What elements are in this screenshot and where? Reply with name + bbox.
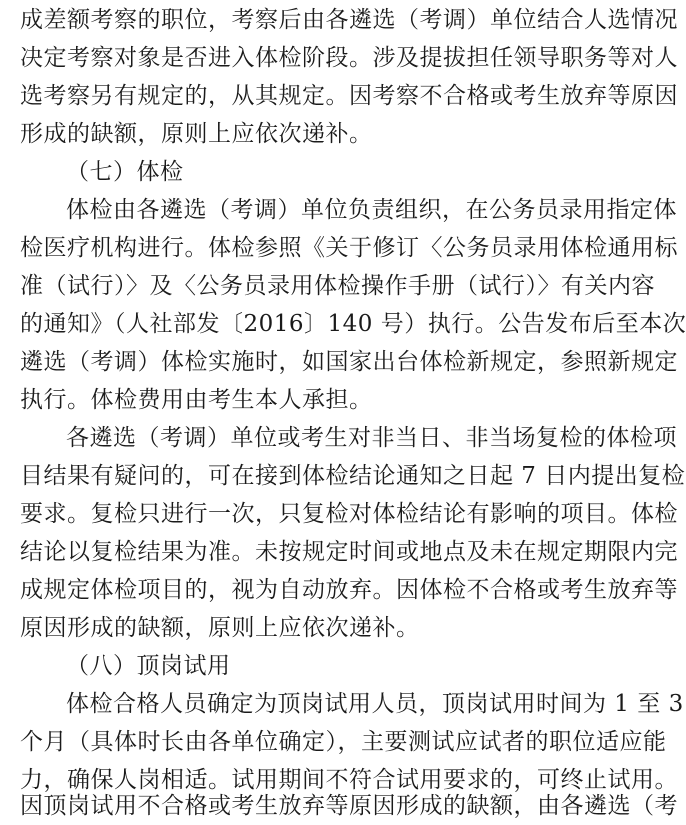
text-line: 因顶岗试用不合格或考生放弃等原因形成的缺额，由各遴选（考 bbox=[20, 793, 678, 819]
text-line: 目结果有疑问的，可在接到体检结论通知之日起 7 日内提出复检 bbox=[20, 463, 686, 489]
text-line: 各遴选（考调）单位或考生对非当日、非当场复检的体检项 bbox=[66, 425, 677, 451]
text-line: 形成的缺额，原则上应依次递补。 bbox=[20, 121, 373, 147]
text-line: 成规定体检项目的，视为自动放弃。因体检不合格或考生放弃等 bbox=[20, 577, 678, 603]
text-line: 体检合格人员确定为顶岗试用人员，顶岗试用时间为 1 至 3 bbox=[66, 691, 684, 717]
text-line: 成差额考察的职位，考察后由各遴选（考调）单位结合人选情况 bbox=[20, 7, 678, 33]
section-heading-physical-exam: （七）体检 bbox=[66, 159, 184, 185]
text-line: 准（试行）〉及〈公务员录用体检操作手册（试行）〉有关内容 bbox=[20, 273, 655, 299]
text-line: 力，确保人岗相适。试用期间不符合试用要求的，可终止试用。 bbox=[20, 767, 678, 793]
text-line: 选考察另有规定的，从其规定。因考察不合格或考生放弃等原因 bbox=[20, 83, 678, 109]
text-line: 体检由各遴选（考调）单位负责组织，在公务员录用指定体 bbox=[66, 197, 677, 223]
text-line: 的通知》（人社部发〔2016〕140 号）执行。公告发布后至本次 bbox=[20, 311, 686, 337]
text-line: 决定考察对象是否进入体检阶段。涉及提拔担任领导职务等对人 bbox=[20, 45, 678, 71]
text-line: 执行。体检费用由考生本人承担。 bbox=[20, 387, 373, 413]
text-line: 原因形成的缺额，原则上应依次递补。 bbox=[20, 615, 420, 641]
text-line: 要求。复检只进行一次，只复检对体检结论有影响的项目。体检 bbox=[20, 501, 678, 527]
text-line: 结论以复检结果为准。未按规定时间或地点及未在规定期限内完 bbox=[20, 539, 678, 565]
text-line: 遴选（考调）体检实施时，如国家出台体检新规定，参照新规定 bbox=[20, 349, 678, 375]
text-line: 个月（具体时长由各单位确定），主要测试应试者的职位适应能 bbox=[20, 729, 667, 755]
text-line: 检医疗机构进行。体检参照《关于修订〈公务员录用体检通用标 bbox=[20, 235, 678, 261]
section-heading-probation: （八）顶岗试用 bbox=[66, 653, 231, 679]
